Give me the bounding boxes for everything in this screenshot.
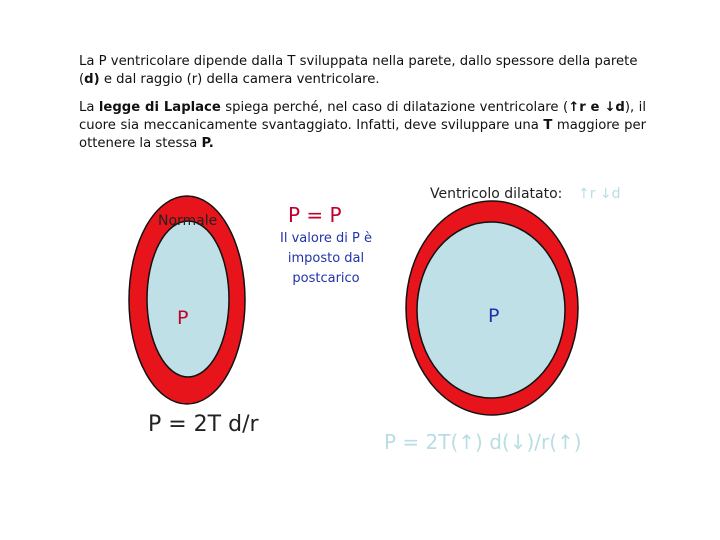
- afterload-note: Il valore di P è imposto dal postcarico: [280, 231, 372, 286]
- laplace-law: legge di Laplace: [98, 100, 221, 115]
- normal-ventricle-cavity: [147, 221, 229, 377]
- formula-normal: P = 2T d/r: [148, 412, 259, 437]
- pressure-label-normal: P: [177, 307, 189, 329]
- p2-mid2: ), il cuore sia meccanicamente svantaggiato. Infatti, deve sviluppare una: [79, 100, 647, 133]
- pressure-equality: P = P: [288, 203, 342, 227]
- p2-bold-t: T: [543, 118, 553, 133]
- p2-mid1: spiega perché, nel caso di dilatazione ventricolare (: [220, 100, 569, 115]
- dilated-label-arrows: ↑r ↓d: [578, 186, 621, 202]
- formula-dilated: P = 2T(↑) d(↓)/r(↑): [384, 430, 582, 454]
- p1-rest: e dal raggio (r) della camera ventricolare.: [99, 72, 380, 87]
- p2-start: La: [79, 100, 99, 115]
- p1-bold: d): [84, 72, 100, 87]
- p2-bold-arrows: ↑r e ↓d: [568, 100, 625, 115]
- dilated-label: Ventricolo dilatato:: [430, 186, 563, 202]
- p2-mid3: maggiore per ottenere la stessa: [79, 118, 647, 151]
- pressure-label-dilated: P: [488, 305, 500, 327]
- normal-label: Normale: [158, 213, 218, 229]
- p2-bold-p: P.: [201, 136, 214, 151]
- p1-text: La P ventricolare dipende dalla T sviluppata nella parete, dallo spessore della parete (: [79, 54, 638, 87]
